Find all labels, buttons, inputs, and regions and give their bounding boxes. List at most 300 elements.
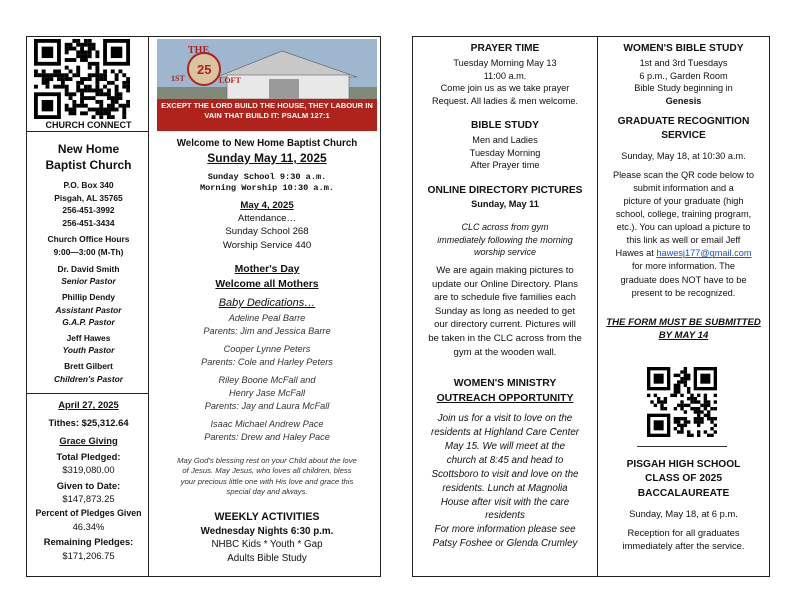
baby-name: Cooper Lynne Peters [223, 344, 311, 355]
qr-module [95, 92, 99, 96]
qr-module [107, 115, 111, 119]
qr-module [99, 111, 103, 115]
dedication-entry [153, 312, 381, 337]
qr-module [76, 43, 80, 47]
qr-module [95, 81, 99, 85]
qr-module [65, 108, 69, 112]
qr-module [103, 108, 107, 112]
qr-module [122, 73, 126, 77]
qr-module [65, 77, 69, 81]
qr-module [72, 92, 76, 96]
qr-module [674, 427, 677, 430]
qr-module [115, 100, 119, 104]
qr-module [65, 92, 69, 96]
qr-module [704, 397, 707, 400]
graduate-recognition-heading: GRADUATE RECOGNITION [617, 116, 750, 127]
qr-module [684, 374, 687, 377]
directory-line: We are again making pictures to [436, 264, 574, 276]
qr-module [92, 108, 96, 112]
qr-module [687, 420, 690, 423]
qr-module [674, 407, 677, 410]
grad-email-prefix: Hawes at [615, 248, 657, 259]
qr-module [72, 104, 76, 108]
qr-module [57, 85, 61, 89]
attendance-date: May 4, 2025 [240, 200, 294, 211]
qr-module [687, 377, 690, 380]
grad-line: etc.). You can upload a picture to [616, 222, 751, 233]
qr-module [687, 374, 690, 377]
qr-module [680, 400, 683, 403]
qr-module [111, 96, 115, 100]
qr-module [95, 89, 99, 93]
location-line: immediately following the morning [437, 234, 573, 245]
qr-module [61, 85, 65, 89]
qr-module [76, 69, 80, 73]
office-hours [29, 233, 148, 258]
qr-module [677, 390, 680, 393]
qr-module [714, 394, 717, 397]
qr-module [690, 394, 693, 397]
outreach-line: residents at Highland Care Center [430, 427, 580, 439]
qr-module [115, 73, 119, 77]
qr-module [72, 58, 76, 62]
qr-module [69, 92, 73, 96]
qr-module [46, 77, 50, 81]
blessing-line: May God's blessing rest on your Child about the love [177, 456, 357, 465]
remaining-pledges-value: $171,206.75 [62, 549, 115, 561]
office-hours-value: 9:00—3:00 (M-Th) [53, 246, 124, 257]
bible-study-heading: BIBLE STUDY [471, 120, 539, 131]
staff-role: Assistant Pastor [55, 304, 122, 315]
qr-module [115, 77, 119, 81]
wbs-line: Bible Study beginning in [634, 83, 733, 94]
qr-module [122, 111, 126, 115]
qr-module [99, 77, 103, 81]
qr-module [707, 417, 710, 420]
remaining-pledges-label: Remaining Pledges: [43, 536, 134, 548]
qr-module [88, 47, 92, 51]
qr-module [111, 100, 115, 104]
qr-module [707, 414, 710, 417]
outreach-line: residents [485, 510, 525, 522]
qr-module [684, 410, 687, 413]
directory-line: update our Online Directory. Plans [432, 278, 578, 290]
qr-module [118, 96, 122, 100]
womens-bible-study-heading: WOMEN'S BIBLE STUDY [623, 43, 744, 54]
outreach-line: For more information please see [434, 524, 576, 536]
directory-line: Sunday as long as needed to get [434, 305, 576, 317]
qr-module [674, 420, 677, 423]
qr-module [122, 81, 126, 85]
qr-module [115, 85, 119, 89]
total-pledged-label: Total Pledged: [56, 451, 121, 463]
given-to-date-value: $147,873.25 [62, 493, 115, 505]
qr-module [700, 420, 703, 423]
outreach-line: Join us for a visit to love on the [437, 413, 573, 425]
qr-module [69, 96, 73, 100]
online-directory-body [415, 264, 595, 359]
qr-module [65, 43, 69, 47]
qr-module [80, 100, 84, 104]
qr-module [92, 47, 96, 51]
qr-module [122, 115, 126, 119]
qr-module [76, 85, 80, 89]
qr-module [126, 85, 130, 89]
banner-word-25: 25 [197, 62, 212, 77]
womens-ministry-section [415, 377, 595, 551]
online-directory-location [415, 221, 595, 259]
qr-module [111, 81, 115, 85]
qr-module [710, 434, 713, 437]
womens-bible-study-section [600, 42, 767, 108]
qr-module [95, 111, 99, 115]
qr-module [118, 92, 122, 96]
outreach-line: Patsy Foshee or Glenda Crumley [432, 538, 578, 550]
qr-module [92, 89, 96, 93]
qr-module [88, 108, 92, 112]
qr-module [126, 104, 130, 108]
qr-module [107, 111, 111, 115]
sunday-school-time: Sunday School 9:30 a.m. [207, 172, 327, 182]
qr-module [680, 424, 683, 427]
qr-module [707, 410, 710, 413]
church-name-line: Baptist Church [45, 157, 132, 172]
qr-module [88, 77, 92, 81]
qr-module [115, 108, 119, 112]
wbs-line: 6 p.m., Garden Room [639, 70, 728, 81]
church-connect-label: CHURCH CONNECT [45, 120, 132, 130]
prayer-time-section [415, 42, 595, 108]
qr-module [694, 420, 697, 423]
qr-module [122, 104, 126, 108]
qr-module [115, 96, 119, 100]
attendance-section [153, 199, 381, 252]
qr-module [76, 66, 80, 70]
qr-module [76, 89, 80, 93]
banner-word-1st: 1ST [171, 74, 185, 83]
qr-module [84, 89, 88, 93]
prayer-line: Tuesday Morning May 13 [453, 58, 557, 69]
qr-module [65, 50, 69, 54]
qr-module [126, 77, 130, 81]
qr-module [42, 77, 46, 81]
qr-module [697, 430, 700, 433]
church-connect-qr-code[interactable] [34, 39, 130, 119]
dedication-entry [153, 343, 381, 368]
tithes: Tithes: $25,312.64 [48, 417, 129, 429]
qr-module [704, 400, 707, 403]
qr-module [42, 81, 46, 85]
qr-module [65, 104, 69, 108]
qr-module [53, 69, 57, 73]
form-deadline-notice [600, 316, 767, 343]
qr-module [88, 73, 92, 77]
section-divider [637, 446, 727, 447]
qr-module [99, 104, 103, 108]
qr-module [95, 50, 99, 54]
womens-ministry-body [415, 412, 595, 551]
qr-module [69, 43, 73, 47]
qr-module [704, 407, 707, 410]
staff-member [29, 360, 148, 384]
reception-line: immediately after the service. [622, 540, 745, 552]
qr-module [57, 77, 61, 81]
qr-module [80, 111, 84, 115]
qr-module [84, 104, 88, 108]
adults-bible-study: Adults Bible Study [227, 552, 307, 564]
welcome-mothers: Welcome all Mothers [215, 279, 319, 291]
phone-line: 256-451-3992 [62, 205, 115, 216]
staff-name: Jeff Hawes [66, 332, 111, 343]
qr-module [80, 43, 84, 47]
parents: Parents: Jim and Jessica Barre [203, 325, 331, 336]
staff-name: Dr. David Smith [57, 264, 120, 274]
grad-line: for more information. The [632, 261, 735, 272]
baby-name: Adeline Peal Barre [228, 313, 306, 324]
grad-line: Please scan the QR code below to [613, 170, 754, 181]
qr-module [57, 73, 61, 77]
banner-verse: EXCEPT THE LORD BUILD THE HOUSE, THEY LABOUR IN VAIN THAT BUILD IT: PSALM 127:1 [161, 101, 373, 121]
qr-module [65, 89, 69, 93]
qr-module [684, 404, 687, 407]
qr-module [95, 54, 99, 58]
qr-module [684, 384, 687, 387]
qr-module [95, 69, 99, 73]
directory-line: gym at the wooden wall. [453, 346, 557, 358]
qr-module [714, 417, 717, 420]
qr-module [674, 374, 677, 377]
qr-module [704, 430, 707, 433]
qr-module [677, 417, 680, 420]
graduate-submission-qr-code[interactable] [647, 367, 717, 437]
online-directory-heading: ONLINE DIRECTORY PICTURES [427, 185, 583, 196]
qr-module [92, 96, 96, 100]
qr-module [687, 387, 690, 390]
qr-module [84, 96, 88, 100]
qr-module [690, 400, 693, 403]
qr-module [88, 39, 92, 43]
qr-module [674, 390, 677, 393]
blessing-line: special day and always. [226, 487, 308, 497]
qr-module [99, 100, 103, 104]
qr-module [80, 58, 84, 62]
mothers-day-section [153, 262, 381, 292]
qr-module [680, 417, 683, 420]
qr-module [684, 417, 687, 420]
qr-module [694, 400, 697, 403]
banner-word-loft: LOFT [219, 76, 241, 85]
blessing-line: your precious little one with His love and grace this [180, 476, 354, 486]
qr-module [65, 66, 69, 70]
qr-module [680, 377, 683, 380]
qr-module [76, 50, 80, 54]
qr-module [697, 414, 700, 417]
qr-module [76, 73, 80, 77]
qr-module [84, 111, 88, 115]
qr-module [697, 407, 700, 410]
qr-module [80, 104, 84, 108]
staff-role: Children's Pastor [53, 373, 123, 384]
giving-section [29, 398, 148, 562]
left-column-divider [148, 36, 149, 577]
qr-module [684, 367, 687, 370]
qr-module [126, 81, 130, 85]
bible-study-section [415, 119, 595, 172]
qr-module [72, 100, 76, 104]
qr-module [49, 77, 53, 81]
qr-module [680, 404, 683, 407]
qr-module [660, 407, 663, 410]
outreach-line: House after visit with the care [440, 496, 570, 508]
qr-module [700, 410, 703, 413]
qr-module [680, 394, 683, 397]
qr-module [107, 89, 111, 93]
qr-module [697, 417, 700, 420]
directory-line: be taken in the CLC across from the [428, 332, 582, 344]
qr-module [103, 77, 107, 81]
qr-module [84, 50, 88, 54]
qr-module [694, 410, 697, 413]
qr-module [664, 407, 667, 410]
qr-module [80, 50, 84, 54]
qr-module [46, 81, 50, 85]
qr-module [103, 85, 107, 89]
grad-line: present to be recognized. [631, 287, 736, 298]
qr-module [674, 417, 677, 420]
location-line: worship service [473, 247, 537, 258]
outreach-opportunity-heading: OUTREACH OPPORTUNITY [436, 392, 574, 404]
qr-module [80, 77, 84, 81]
church-name-line: New Home [57, 142, 120, 156]
qr-module [80, 54, 84, 58]
qr-module [677, 424, 680, 427]
percent-given-value: 46.34% [72, 520, 105, 532]
qr-module [95, 100, 99, 104]
qr-module [95, 73, 99, 77]
qr-module [677, 404, 680, 407]
baccalaureate-heading: PISGAH HIGH SCHOOL [626, 459, 741, 470]
email-link[interactable]: hawesj177@gmail.com [656, 248, 752, 259]
qr-module [107, 92, 111, 96]
qr-module [53, 73, 57, 77]
qr-module [99, 108, 103, 112]
qr-module [111, 104, 115, 108]
qr-module [680, 370, 683, 373]
qr-module [677, 380, 680, 383]
qr-module [46, 85, 50, 89]
qr-module [88, 62, 92, 66]
qr-module [38, 73, 42, 77]
graduate-service-date: Sunday, May 18, at 10:30 a.m. [621, 150, 746, 161]
qr-module [710, 407, 713, 410]
deadline-line: THE FORM MUST BE SUBMITTED [606, 316, 761, 328]
qr-module [76, 104, 80, 108]
qr-module [76, 54, 80, 58]
baccalaureate-heading: CLASS OF 2025 [645, 473, 722, 485]
qr-module [697, 434, 700, 437]
parents: Parents: Drew and Haley Pace [204, 431, 330, 442]
qr-module [69, 69, 73, 73]
qr-module [107, 96, 111, 100]
qr-module [72, 111, 76, 115]
qr-module [657, 400, 660, 403]
sunday-school-attendance: Sunday School 268 [225, 226, 309, 238]
bible-study-line: Men and Ladies [472, 135, 538, 146]
qr-module [84, 58, 88, 62]
qr-module [700, 404, 703, 407]
wednesday-nights: Wednesday Nights 6:30 p.m. [200, 525, 334, 537]
directory-line: are to schedule five families each [434, 292, 576, 304]
staff-member [29, 291, 148, 328]
qr-module [72, 47, 76, 51]
qr-module [92, 62, 96, 66]
dedication-entry [153, 418, 381, 443]
welcome-heading: Welcome to New Home Baptist Church [176, 138, 358, 149]
giving-date: April 27, 2025 [58, 399, 119, 410]
wbs-line: 1st and 3rd Tuesdays [639, 58, 728, 69]
qr-module [65, 47, 69, 51]
qr-module [714, 430, 717, 433]
weekly-activities-heading: WEEKLY ACTIVITIES [214, 511, 320, 523]
qr-module [107, 104, 111, 108]
qr-module [88, 85, 92, 89]
qr-module [126, 100, 130, 104]
qr-module [697, 420, 700, 423]
online-directory-section [415, 184, 595, 359]
qr-module [92, 43, 96, 47]
qr-module [660, 400, 663, 403]
qr-module [80, 96, 84, 100]
qr-module [680, 407, 683, 410]
qr-module [107, 108, 111, 112]
qr-module [694, 417, 697, 420]
qr-module [88, 66, 92, 70]
qr-module [34, 85, 38, 89]
service-times [153, 172, 381, 193]
qr-module [687, 397, 690, 400]
qr-module [714, 424, 717, 427]
online-directory-date: Sunday, May 11 [471, 199, 539, 210]
qr-module [122, 108, 126, 112]
grace-giving-heading: Grace Giving [59, 434, 118, 446]
graduate-instructions [600, 169, 767, 300]
qr-module [654, 394, 657, 397]
qr-module [88, 54, 92, 58]
qr-module [42, 73, 46, 77]
qr-module [95, 66, 99, 70]
qr-module [714, 407, 717, 410]
qr-finder-pattern [700, 374, 710, 384]
baccalaureate-heading: BACCALAUREATE [637, 487, 730, 499]
service-date: Sunday May 11, 2025 [207, 151, 327, 165]
qr-module [49, 73, 53, 77]
grad-line: picture of your graduate (high [623, 196, 744, 207]
qr-module [103, 73, 107, 77]
qr-module [111, 115, 115, 119]
qr-module [674, 384, 677, 387]
prayer-line: Come join us as we take prayer [440, 83, 570, 94]
prayer-line: 11:00 a.m. [483, 70, 527, 81]
qr-finder-pattern [42, 100, 54, 111]
qr-module [69, 111, 73, 115]
qr-module [710, 427, 713, 430]
qr-module [99, 73, 103, 77]
qr-module [664, 400, 667, 403]
qr-module [69, 77, 73, 81]
qr-module [95, 85, 99, 89]
qr-module [69, 108, 73, 112]
qr-module [99, 115, 103, 119]
